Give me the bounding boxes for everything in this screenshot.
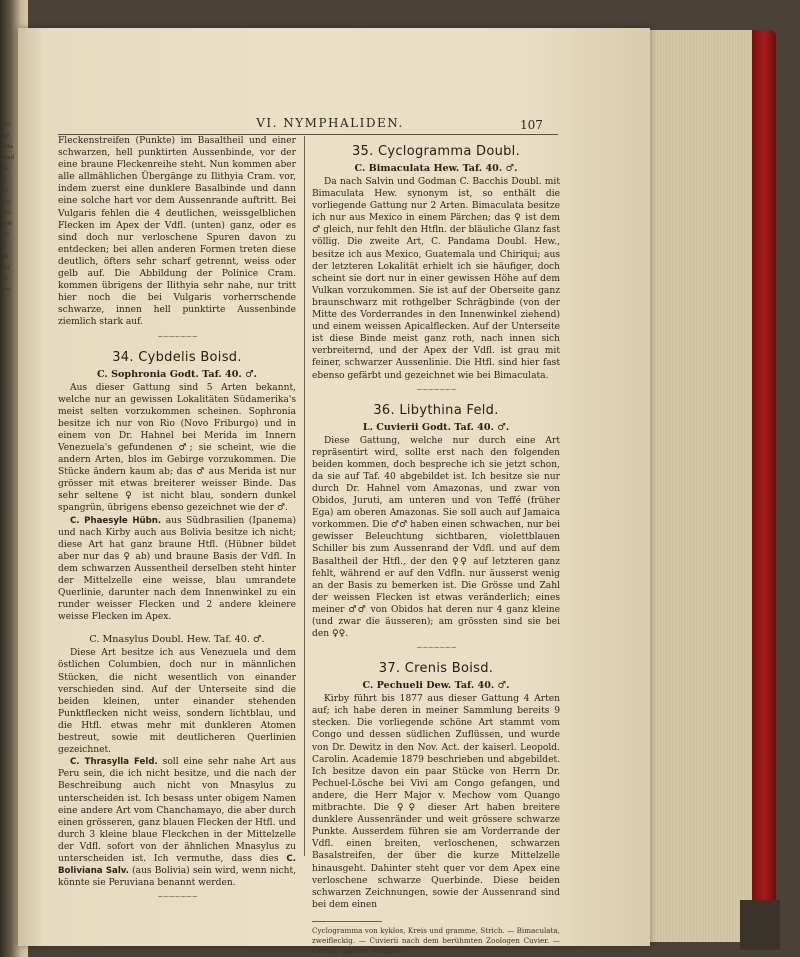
species-name-thrasylla: C. Thrasylla Feld. <box>70 757 158 768</box>
right-column <box>312 140 560 956</box>
mnasylus-paragraph: Diese Art besitze ich aus Venezuela und dem östlichen Columbien, doch nur in männlichen Stücken, die nicht wesentlich von einander verschieden sind. Auf der Unterseite sind die beiden kleinen, unter einander stehenden Punktflecken nicht weiss, sondern lichtblau, und die Htfl. etwas mehr mit dunkleren Atomen bestreut, sowie mit deutlicheren Querlinien gezeichnet. <box>58 648 296 756</box>
thrasylla-paragraph: C. Thrasylla Feld. soll eine sehr nahe Art aus Peru sein, die ich nicht besitze, und die nach der Beschreibung auch nicht von Mnasylus zu unterscheiden ist. Ich besass unter obigem Namen eine andere Art vom Chanchamayo, die aber durch einen grösseren, ganz blauen Flecken der Htfl. und durch 3 kleine blaue Fleckchen in der Mittelzelle der Vdfl. sofort von der ähnlichen Mnasylus zu unterscheiden ist. Ich vermuthe, dass dies C. Boliviana Salv. (aus Bolivia) sein wird, wenn nicht, könnte sie Peruviana benannt werden. <box>58 757 296 889</box>
section-35-species: C. Bimaculata Hew. Taf. 40. ♂. <box>354 163 518 174</box>
bleed-fragment: ·Mal <box>0 221 12 227</box>
section-36-species: L. Cuvierii Godt. Taf. 40. ♂. <box>362 421 510 433</box>
bleed-fragment: ·tei <box>0 166 9 172</box>
section-36-title: 36. Libythina Feld. <box>373 402 499 418</box>
continuation-paragraph: Fleckenstreifen (Punkte) im Basaltheil und einer schwarzen, hell punktirten Aussenbinde, vor der eine braune Fleckenreihe steht. Nun kommen aber alle allmählichen Übergänge zu Ilithyia Cram. vor, indem zuerst eine dunklere Basalbinde und dann eine solche hart vor dem Aussenrande auftritt. Bei Vulgaris fehlen die 4 deutlichen, weissgelblichen Flecken im Apex der Vdfl. (unten) ganz, oder es sind doch nur verloschene Spuren davon zu entdecken; bei allen anderen Formen treten diese deutlich, öfters sehr scharf getrennt, weiss oder gelb auf. Die Abbildung der Polinice Cram. kommen übrigens der Ilithyia sehr nahe, nur tritt hier noch die bei Vulgaris vorherrschende schwarze, innen hell punktirte Aussenbinde ziemlich stark auf. <box>58 136 296 328</box>
bleed-fragment: ·ittl <box>0 265 10 271</box>
adjacent-page-bleed <box>0 120 20 940</box>
page-number: 107 <box>520 118 543 132</box>
book-cover <box>752 30 776 914</box>
section-ornament: ∽∽∽∽∽∽∽ <box>416 643 456 653</box>
left-column <box>58 135 296 905</box>
bleed-fragment: ·ler <box>0 254 9 260</box>
section-34-paragraph-2: C. Phaesyle Hübn. aus Südbrasilien (Ipanema) und nach Kirby auch aus Bolivia besitze ich nicht; diese Art hat ganz braune Htfl. (Hübner bildet aber nur das ♀ ab) und braune Basis der Vdfl. In dem schwarzen Aussentheil derselben steht hinter der Mittelzelle eine weisse, blau umrandete Querlinie, darunter nach dem Innenwinkel zu ein runder weisser Flecken und 2 andere kleinere weisse Flecken im Apex. <box>58 515 296 623</box>
section-34-species: C. Sophronia Godt. Taf. 40. ♂. <box>96 368 258 380</box>
column-divider <box>304 136 305 856</box>
bleed-fragment: ·Stad <box>0 155 15 161</box>
footnote: Cyclogramma von kyklos, Kreis und gramme, Strich. — Bimaculata, zweifleckig. — Cuvierii nach dem berühmten Zoologen Cuvier. — Crenis, Quellen-Nymphe. <box>312 925 560 955</box>
section-37-title: 37. Crenis Boisd. <box>378 661 494 677</box>
bleed-fragment: ·ttdo <box>0 144 13 150</box>
running-title: VI. NYMPHALIDEN. <box>256 116 404 130</box>
section-ornament: ∽∽∽∽∽∽∽ <box>157 331 197 341</box>
species-name-phaesyle: C. Phaesyle Hübn. <box>70 515 162 526</box>
bleed-fragment: ·dti <box>0 232 9 238</box>
section-37-species: C. Pechueli Dew. Taf. 40. ♂. <box>362 680 510 692</box>
bleed-fragment: ·in <box>0 243 7 249</box>
section-ornament: ∽∽∽∽∽∽∽ <box>416 384 456 394</box>
bleed-fragment: ·en <box>0 276 9 282</box>
book-page-edges <box>648 30 755 942</box>
bleed-fragment: ·ilfd· <box>0 122 12 128</box>
section-36-paragraph: Diese Gattung, welche nur durch eine Art repräsentirt wird, sollte erst nach den folgenden beiden kommen, doch bespreche ich sie jetzt schon, da sie auf Taf. 40 abgebildet ist. Ich besitze sie nur durch Dr. Hahnel vom Amazonas, und zwar von Obidos, Juruti, am unteren und von Teffé (früher Ega) am oberen Amazonas. Sie soll auch auf Jamaica vorkommen. Die ♂♂ haben einen schwachen, nur bei gewisser Beleuchtung sichtbaren, violettblauen Schiller bis zum Aussenrand der Vdfl. und auf dem Basaltheil der Htfl., der den ♀♀ auf letzteren ganz fehlt, während er auf den Vdfln. nur äusserst wenig an der Basis zu bemerken ist. Die Grösse und Zahl der weissen Flecken ist etwas veränderlich; eines meiner ♂♂ von Obidos hat deren nur 4 ganz kleine (und zwar die äusseren); am grössten sind sie bei den ♀♀. <box>312 435 560 640</box>
section-ornament-end: ∽∽∽∽∽∽∽ <box>157 892 197 902</box>
footnote-rule <box>312 921 382 922</box>
section-35-title: 35. Cyclogramma Doubl. <box>351 144 521 159</box>
species-name-boliviana: C. Boliviana Salv. <box>58 853 296 877</box>
bleed-fragment: Wir <box>0 188 10 194</box>
mnasylus-species: C. Mnasylus Doubl. Hew. Taf. 40. ♂. <box>89 634 265 646</box>
bleed-fragment: ·d <box>0 177 6 183</box>
scan-bottom-right <box>740 900 780 950</box>
section-34-paragraph-1: Aus dieser Gattung sind 5 Arten bekannt, welche nur an gewissen Lokalitäten Südamerika's meist selten vorzukommen scheinen. Sophronia besitze ich nur von Rio (Novo Friburgo) und in einem von Dr. Hahnel bei Merida im Innern Venezuela's gefundenen ♂; sie scheint, wie die andern Arten, blos im Gebirge vorzukommen. Die Stücke ändern kaum ab; das ♂ aus Merida ist nur grösser mit etwas breiterer weisser Binde. Das sehr seltene ♀ ist nicht blau, sondern dunkel spangrün, übrigens ebenso gezeichnet wie der ♂. <box>58 382 296 514</box>
section-37-paragraph: Kirby führt bis 1877 aus dieser Gattung 4 Arten auf; ich habe deren in meiner Sammlung bereits 9 stecken. Die vorliegende schöne Art stammt vom Congo und dessen südlichen Zuflüssen, und wurde von Dr. Dewitz in den Nov. Act. der kaiserl. Leopold. Carolin. Academie 1879 beschrieben und abgebildet. Ich besitze davon ein paar Stücke von Herrn Dr. Pechuel-Lösche bei Vivi am Congo gefangen, und andere, die Herr Major v. Mechow vom Quango mitbrachte. Die ♀♀ dieser Art haben breitere dunklere Aussenränder und weit grössere schwarze Punkte. Ausserdem führen sie am Vorderrande der Vdfl. einen breiten, verloschenen, schwarzen Basalstreifen, der über die kurze Mittelzelle hinausgeht. Dahinter steht quer vor dem Apex eine verloschene schwarze Querbinde. Diese beiden schwarzen Zeichnungen, sowie der Aussenrand sind bei dem einen <box>312 694 560 910</box>
bleed-fragment: ·ent <box>0 287 11 293</box>
section-34-title: 34. Cybdelis Boisd. <box>112 349 242 365</box>
bleed-fragment: ·lles <box>0 210 12 216</box>
section-35-paragraph: Da nach Salvin und Godman C. Bacchis Doubl. mit Bimaculata Hew. synonym ist, so enthält die vorliegende Gattung nur 2 Arten. Bimaculata besitze ich nur aus Mexico in einem Pärchen; das ♀ ist dem ♂ gleich, nur fehlt den Htfln. der bläuliche Glanz fast völlig. Die zweite Art, C. Pandama Doubl. Hew., besitze ich aus Mexico, Guatemala und Chiriqui; aus der letzteren Lokalität erhielt ich sie häufiger, doch scheint sie dort nur in einer gewissen Höhe auf dem Vulkan vorzukommen. Sie ist auf der Oberseite ganz braunschwarz mit rothgelber Schrägbinde (von der Mitte des Vorderrandes in den Innenwinkel ziehend) und einem weissen Apicalflecken. Auf der Unterseite ist diese Binde meist ganz roth, nach innen sich verbreiternd, und der Apex der Vdfl. ist grau mit feiner, schwarzer Aussenlinie. Die Htfl. sind hier fast ebenso gefärbt und gezeichnet wie bei Bimaculata. <box>312 177 560 381</box>
bleed-fragment: ·sul <box>0 133 10 139</box>
bleed-fragment: ·luu <box>0 199 11 205</box>
